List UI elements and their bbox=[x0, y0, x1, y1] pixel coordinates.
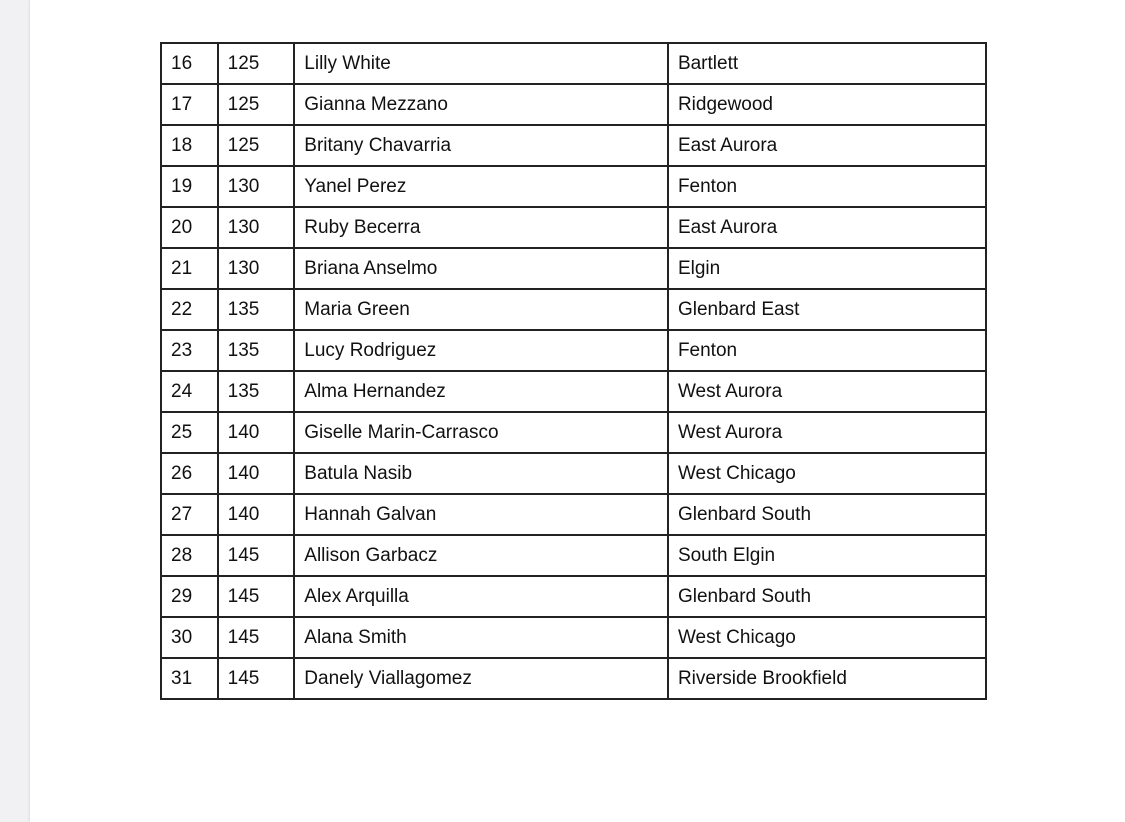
weight-cell: 145 bbox=[218, 576, 295, 617]
table-row bbox=[161, 289, 986, 330]
school-cell: Glenbard South bbox=[668, 494, 986, 535]
place-cell: 26 bbox=[161, 453, 218, 494]
table-row bbox=[161, 412, 986, 453]
place-cell: 16 bbox=[161, 43, 218, 84]
name-cell: Ruby Becerra bbox=[294, 207, 668, 248]
name-cell: Briana Anselmo bbox=[294, 248, 668, 289]
place-cell: 19 bbox=[161, 166, 218, 207]
table-row bbox=[161, 43, 986, 84]
name-cell: Lilly White bbox=[294, 43, 668, 84]
name-cell: Danely Viallagomez bbox=[294, 658, 668, 699]
table-row bbox=[161, 617, 986, 658]
place-cell: 28 bbox=[161, 535, 218, 576]
weight-cell: 145 bbox=[218, 535, 295, 576]
table-body bbox=[161, 43, 986, 699]
name-cell: Britany Chavarria bbox=[294, 125, 668, 166]
weight-cell: 140 bbox=[218, 494, 295, 535]
place-cell: 29 bbox=[161, 576, 218, 617]
name-cell: Lucy Rodriguez bbox=[294, 330, 668, 371]
school-cell: Fenton bbox=[668, 330, 986, 371]
school-cell: South Elgin bbox=[668, 535, 986, 576]
place-cell: 27 bbox=[161, 494, 218, 535]
school-cell: West Chicago bbox=[668, 617, 986, 658]
name-cell: Alana Smith bbox=[294, 617, 668, 658]
table-row bbox=[161, 84, 986, 125]
name-cell: Yanel Perez bbox=[294, 166, 668, 207]
school-cell: East Aurora bbox=[668, 207, 986, 248]
table-row bbox=[161, 453, 986, 494]
weight-cell: 145 bbox=[218, 617, 295, 658]
weight-cell: 135 bbox=[218, 371, 295, 412]
document-page bbox=[30, 0, 1125, 822]
school-cell: West Aurora bbox=[668, 412, 986, 453]
name-cell: Alex Arquilla bbox=[294, 576, 668, 617]
name-cell: Alma Hernandez bbox=[294, 371, 668, 412]
results-table bbox=[160, 42, 987, 700]
school-cell: Bartlett bbox=[668, 43, 986, 84]
weight-cell: 125 bbox=[218, 43, 295, 84]
name-cell: Allison Garbacz bbox=[294, 535, 668, 576]
table-row bbox=[161, 576, 986, 617]
school-cell: Riverside Brookfield bbox=[668, 658, 986, 699]
place-cell: 20 bbox=[161, 207, 218, 248]
school-cell: East Aurora bbox=[668, 125, 986, 166]
table-row bbox=[161, 494, 986, 535]
weight-cell: 125 bbox=[218, 84, 295, 125]
place-cell: 18 bbox=[161, 125, 218, 166]
school-cell: Elgin bbox=[668, 248, 986, 289]
table-row bbox=[161, 330, 986, 371]
table-row bbox=[161, 207, 986, 248]
place-cell: 25 bbox=[161, 412, 218, 453]
table-row bbox=[161, 658, 986, 699]
table-row bbox=[161, 166, 986, 207]
place-cell: 24 bbox=[161, 371, 218, 412]
school-cell: Glenbard East bbox=[668, 289, 986, 330]
weight-cell: 130 bbox=[218, 207, 295, 248]
school-cell: Glenbard South bbox=[668, 576, 986, 617]
table-row bbox=[161, 248, 986, 289]
weight-cell: 135 bbox=[218, 330, 295, 371]
weight-cell: 140 bbox=[218, 412, 295, 453]
name-cell: Giselle Marin-Carrasco bbox=[294, 412, 668, 453]
name-cell: Hannah Galvan bbox=[294, 494, 668, 535]
weight-cell: 130 bbox=[218, 166, 295, 207]
weight-cell: 135 bbox=[218, 289, 295, 330]
place-cell: 30 bbox=[161, 617, 218, 658]
school-cell: Fenton bbox=[668, 166, 986, 207]
weight-cell: 140 bbox=[218, 453, 295, 494]
weight-cell: 130 bbox=[218, 248, 295, 289]
table-row bbox=[161, 125, 986, 166]
place-cell: 22 bbox=[161, 289, 218, 330]
name-cell: Gianna Mezzano bbox=[294, 84, 668, 125]
school-cell: West Chicago bbox=[668, 453, 986, 494]
table-row bbox=[161, 371, 986, 412]
name-cell: Maria Green bbox=[294, 289, 668, 330]
table-row bbox=[161, 535, 986, 576]
place-cell: 23 bbox=[161, 330, 218, 371]
name-cell: Batula Nasib bbox=[294, 453, 668, 494]
place-cell: 17 bbox=[161, 84, 218, 125]
weight-cell: 125 bbox=[218, 125, 295, 166]
place-cell: 31 bbox=[161, 658, 218, 699]
school-cell: Ridgewood bbox=[668, 84, 986, 125]
school-cell: West Aurora bbox=[668, 371, 986, 412]
place-cell: 21 bbox=[161, 248, 218, 289]
weight-cell: 145 bbox=[218, 658, 295, 699]
